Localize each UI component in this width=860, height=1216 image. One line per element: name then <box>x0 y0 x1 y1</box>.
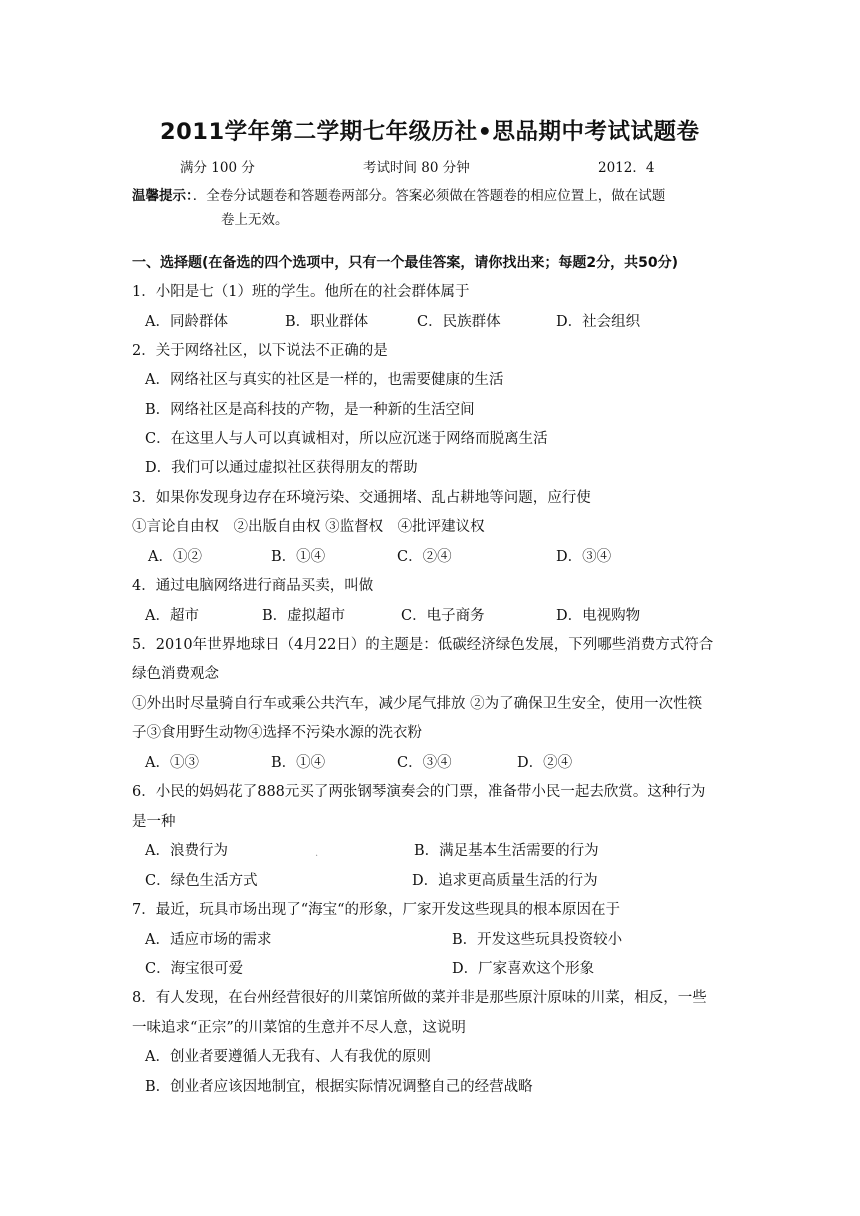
q3-option-c: C．②④ <box>397 549 452 565</box>
q2-stem: 2．关于网络社区，以下说法不正确的是 <box>132 343 388 359</box>
tip-line-1 <box>132 186 665 206</box>
q6-stem-line-1: 6．小民的妈妈花了888元买了两张钢琴演奏会的门票，准备带小民一起去欣赏。这种行为 <box>132 784 706 800</box>
q2-option-c: C．在这里人与人可以真诚相对，所以应沉迷于网络而脱离生活 <box>145 431 548 447</box>
q3-option-a: A．①② <box>148 549 202 565</box>
q3-option-d: D．③④ <box>556 549 612 565</box>
q8-stem-line-1: 8．有人发现，在台州经营很好的川菜馆所做的菜并非是那些原汁原味的川菜，相反，一些 <box>132 990 707 1006</box>
q7-option-b: B．开发这些玩具投资较小 <box>452 932 623 948</box>
q6-stem-line-2: 是一种 <box>132 814 176 830</box>
tip-line-2: 卷上无效。 <box>221 212 289 228</box>
q5-option-d: D．②④ <box>517 755 573 771</box>
stray-dot: . <box>315 848 319 859</box>
q4-option-c: C．电子商务 <box>401 608 485 624</box>
q1-option-a: A．同龄群体 <box>145 314 228 330</box>
q6-option-b: B．满足基本生活需要的行为 <box>414 843 599 859</box>
q1-stem: 1．小阳是七（1）班的学生。他所在的社会群体属于 <box>132 284 470 300</box>
tip-label: 温馨提示： <box>132 188 193 204</box>
q7-option-a: A．适应市场的需求 <box>145 932 272 948</box>
q8-stem-line-2: 一味追求“正宗”的川菜馆的生意并不尽人意，这说明 <box>132 1020 466 1036</box>
section-heading: 一、选择题(在备选的四个选项中，只有一个最佳答案，请你找出来；每题2分，共50分) <box>132 255 679 271</box>
q8-option-a: A．创业者要遵循人无我有、人有我优的原则 <box>145 1049 431 1065</box>
q3-items: ①言论自由权 ②出版自由权 ③监督权 ④批评建议权 <box>132 519 485 535</box>
q5-items-line-2: 子③食用野生动物④选择不污染水源的洗衣粉 <box>132 725 422 741</box>
q4-option-a: A．超市 <box>145 608 199 624</box>
q4-option-d: D．电视购物 <box>556 608 641 624</box>
q6-option-c: C．绿色生活方式 <box>145 873 258 889</box>
q4-stem: 4．通过电脑网络进行商品买卖，叫做 <box>132 578 374 594</box>
q1-option-d: D．社会组织 <box>556 314 641 330</box>
q8-option-b: B．创业者应该因地制宜，根据实际情况调整自己的经营战略 <box>145 1079 533 1095</box>
q6-option-d: D．追求更高质量生活的行为 <box>412 873 598 889</box>
q1-option-b: B．职业群体 <box>285 314 369 330</box>
full-score: 满分 100 分 <box>180 160 255 176</box>
tip-text-1: ．全卷分试题卷和答题卷两部分。答案必须做在答题卷的相应位置上，做在试题 <box>192 188 666 204</box>
q2-option-a: A．网络社区与真实的社区是一样的，也需要健康的生活 <box>145 372 504 388</box>
q5-option-a: A．①③ <box>145 755 199 771</box>
q3-stem: 3．如果你发现身边存在环境污染、交通拥堵、乱占耕地等问题，应行使 <box>132 490 591 506</box>
q3-option-b: B．①④ <box>271 549 326 565</box>
q7-stem: 7．最近，玩具市场出现了“海宝“的形象，厂家开发这些现具的根本原因在于 <box>132 902 621 918</box>
q6-option-a: A．浪费行为 <box>145 843 228 859</box>
exam-time: 考试时间 80 分钟 <box>363 160 470 176</box>
q4-option-b: B．虚拟超市 <box>262 608 346 624</box>
q5-stem-line-1: 5．2010年世界地球日（4月22日）的主题是：低碳经济绿色发展，下列哪些消费方式符合 <box>132 637 714 653</box>
q7-option-c: C．海宝很可爱 <box>145 961 244 977</box>
q7-option-d: D．厂家喜欢这个形象 <box>452 961 595 977</box>
q1-option-c: C．民族群体 <box>417 314 501 330</box>
q5-option-c: C．③④ <box>397 755 452 771</box>
q5-items-line-1: ①外出时尽量骑自行车或乘公共汽车，减少尾气排放 ②为了确保卫生安全，使用一次性筷 <box>132 696 703 712</box>
q2-option-b: B．网络社区是高科技的产物，是一种新的生活空间 <box>145 402 475 418</box>
q5-option-b: B．①④ <box>271 755 326 771</box>
q2-option-d: D．我们可以通过虚拟社区获得朋友的帮助 <box>145 460 418 476</box>
exam-date: 2012．4 <box>598 160 655 176</box>
q5-stem-line-2: 绿色消费观念 <box>132 666 219 682</box>
page-title: 2011学年第二学期七年级历社•思品期中考试试题卷 <box>160 119 700 145</box>
